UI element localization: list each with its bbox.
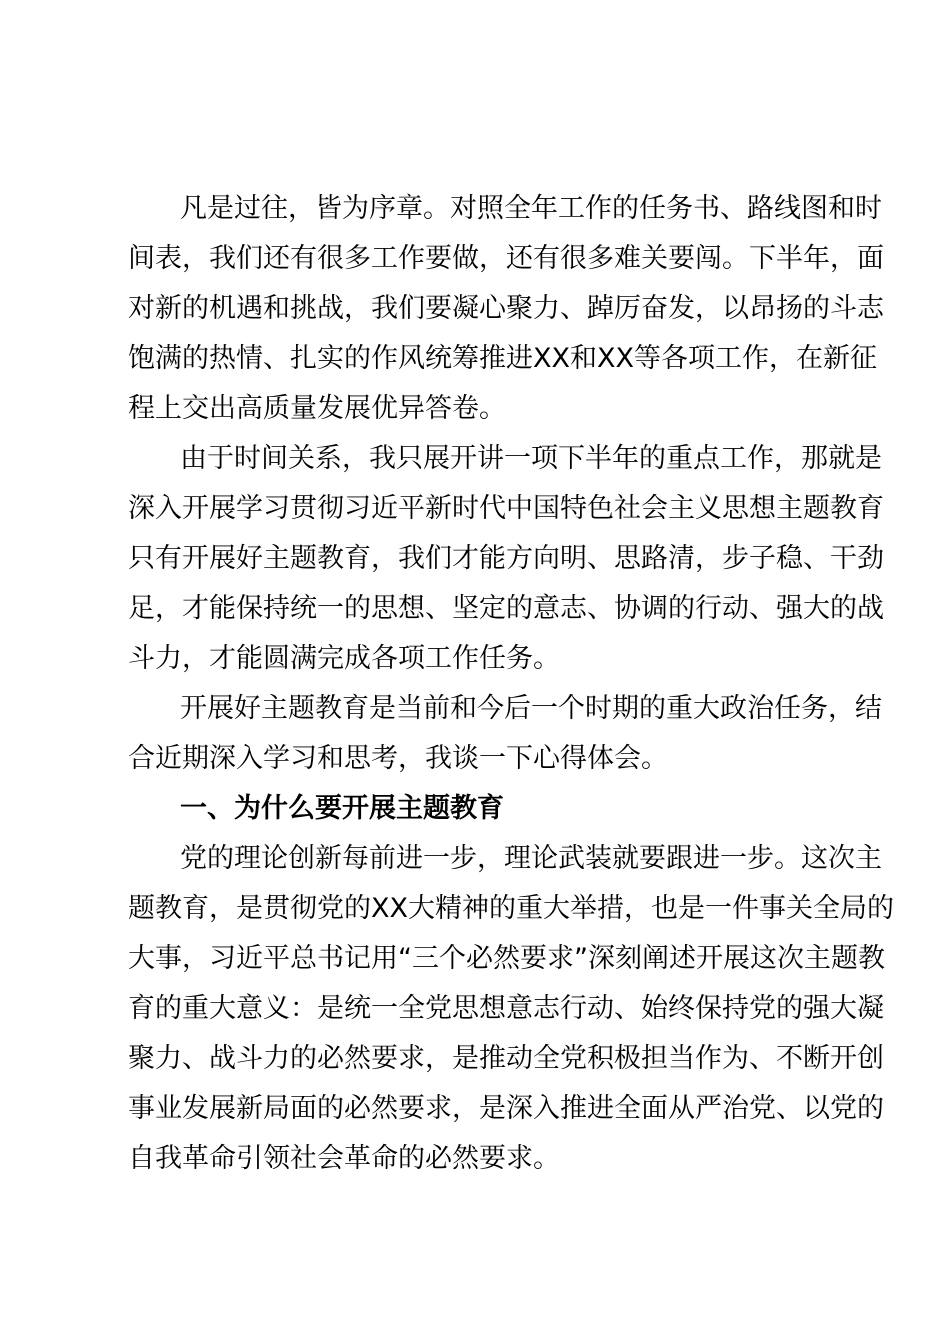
paragraph-line: 足，才能保持统一的思想、坚定的意志、协调的行动、强大的战 bbox=[128, 593, 884, 624]
paragraph-line: 对新的机遇和挑战，我们要凝心聚力、踔厉奋发，以昂扬的斗志 bbox=[128, 293, 884, 324]
paragraph-line: 饱满的热情、扎实的作风统筹推进XX和XX等各项工作，在新征 bbox=[128, 343, 877, 374]
paragraph-line: 由于时间关系，我只展开讲一项下半年的重点工作，那就是 bbox=[180, 443, 882, 474]
paragraph-line: 事业发展新局面的必然要求，是深入推进全面从严治党、以党的 bbox=[128, 1093, 884, 1124]
paragraph-line: 聚力、战斗力的必然要求，是推动全党积极担当作为、不断开创 bbox=[128, 1043, 884, 1074]
paragraph-line: 党的理论创新每前进一步，理论武装就要跟进一步。这次主 bbox=[180, 843, 882, 874]
paragraph-line: 开展好主题教育是当前和今后一个时期的重大政治任务，结 bbox=[180, 693, 882, 724]
paragraph-line: 只有开展好主题教育，我们才能方向明、思路清，步子稳、干劲 bbox=[128, 543, 884, 574]
section-heading: 一、为什么要开展主题教育 bbox=[180, 793, 504, 824]
paragraph-line: 育的重大意义：是统一全党思想意志行动、始终保持党的强大凝 bbox=[128, 993, 884, 1024]
paragraph-line: 凡是过往，皆为序章。对照全年工作的任务书、路线图和时 bbox=[180, 193, 882, 224]
paragraph-line: 合近期深入学习和思考，我谈一下心得体会。 bbox=[128, 743, 668, 774]
paragraph-line: 题教育，是贯彻党的XX大精神的重大举措，也是一件事关全局的 bbox=[128, 893, 894, 924]
paragraph-line: 自我革命引领社会革命的必然要求。 bbox=[128, 1143, 560, 1174]
paragraph-line: 程上交出高质量发展优异答卷。 bbox=[128, 393, 506, 424]
paragraph-line: 大事，习近平总书记用“三个必然要求”深刻阐述开展这次主题教 bbox=[128, 943, 885, 974]
paragraph-line: 间表，我们还有很多工作要做，还有很多难关要闯。下半年，面 bbox=[128, 243, 884, 274]
paragraph-line: 斗力，才能圆满完成各项工作任务。 bbox=[128, 643, 560, 674]
paragraph-line: 深入开展学习贯彻习近平新时代中国特色社会主义思想主题教育 bbox=[128, 493, 884, 524]
